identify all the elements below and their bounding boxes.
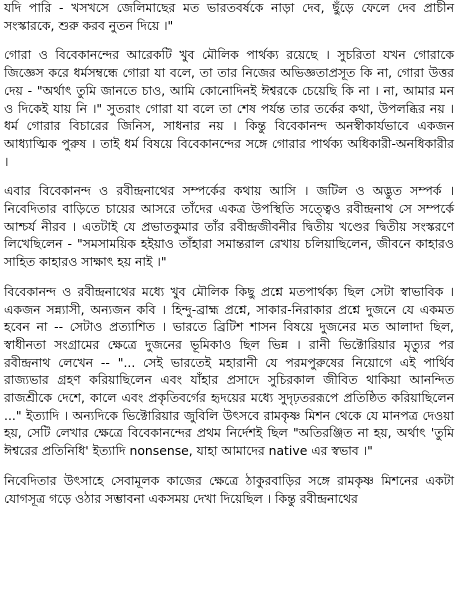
paragraph-differences-of-opinion: বিবেকানন্দ ও রবীন্দ্রনাথের মধ্যে খুব মৌলিক কিছু প্রশ্নে মতপার্থক্য ছিল সেটা স্বাভাবিক । একজন সন্ন্যাসী, অন্যজন কবি । হিন্দু-ব্রাহ্ম প্রশ্নে, সাকার-নিরাকার প্রশ্নে দুজনে যে একমত হবেন না -- সেটাও প্রত্যাশিত । ভারতে ব্রিটিশ শাসন বিষয়ে দুজনের মত আলাদা ছিল, স্বাধীনতা সংগ্রামের ক্ষেত্রে দুজনের ভূমিকাও ছিল ভিন্ন । রানী ভিক্টোরিয়ার মৃত্যুর পর রবীন্দ্রনাথ লেখেন -- "... সেই ভারতেই মহারানী যে পরমপুরুষের নিয়োগে এই পার্থিব রাজ্যভার গ্রহণ করিয়াছিলেন এবং যাঁহার প্রসাদে সুচিরকাল জীবিত থাকিয়া আনন্দিত রাজশ্রীকে দেশে, কালে এবং প্রকৃতিবর্গের হৃদয়ের মধ্যে সুদৃঢ়তররূপে প্রতিষ্ঠিত করিয়াছিলেন ..." ইত্যাদি । অন্যদিকে ভিক্টোরিয়ার জুবিলি উৎসবে রামকৃষ্ণ মিশন থেকে যে মানপত্র দেওয়া হয়, সেটি লেখার ক্ষেত্রে বিবেকানন্দের প্রথম নির্দেশই ছিল "অতিরঞ্জিত না হয়, অর্থাৎ 'তুমি ঈশ্বরের প্রতিনিধি' ইত্যাদি nonsense, যাহা আমাদের native এর স্বভাব ।" — [4, 283, 454, 459]
paragraph-nivedita-mission: নিবেদিতার উৎসাহে সেবামূলক কাজের ক্ষেত্রে ঠাকুরবাড়ির সঙ্গে রামকৃষ্ণ মিশনের একটা যোগসূত্র গড়ে ওঠার সম্ভাবনা একসময় দেখা দিয়েছিল । কিন্তু রবীন্দ্রনাথের — [4, 472, 454, 506]
paragraph-vivekananda-rabindranath-relation: এবার বিবেকানন্দ ও রবীন্দ্রনাথের সম্পর্কের কথায় আসি । জটিল ও অদ্ভুত সম্পর্ক । নিবেদিতার বাড়িতে চায়ের আসরে তাঁদের একত্র উপস্থিতি সত্ত্বেও রবীন্দ্রনাথ সে সম্পর্কে আশ্চর্য নীরব । এতটাই যে প্রভাতকুমার তাঁর রবীন্দ্রজীবনীর দ্বিতীয় খণ্ডের দ্বিতীয় সংস্করণে লিখেছিলেন - "সমসাময়িক হইয়াও তাঁহারা সমান্তরাল রেখায় চলিয়াছিলেন, জীবনে কাহারও সাহিত কাহারও সাক্ষাৎ হয় নাই ।" — [4, 183, 454, 270]
paragraph-intro-quote-end: যদি পারি - খসখসে জেলিমাছের মত ভারতবর্ষকে নাড়া দেব, ছুঁড়ে ফেলে দেব প্রাচীন সংস্কারকে, শুরু করব নুতন দিয়ে ।" — [4, 0, 454, 33]
paragraph-gora-vivekananda-difference: গোরা ও বিবেকানন্দের আরেকটি খুব মৌলিক পার্থক্য রয়েছে । সুচরিতা যখন গোরাকে জিজ্ঞেস করে ধর্মসম্বন্ধে গোরা যা বলে, তা তার নিজের অভিজ্ঞতাপ্রসূত কি না, গোরা উত্তর দেয় - "অর্থাৎ তুমি জানতে চাও, আমি কোনোদিনই ঈশ্বরকে চেয়েছি কি না । না, আমার মন ও দিকেই যায় নি ।" সুতরাং গোরা যা বলে তা শেষ পর্যন্ত তার তর্কের কথা, উপলব্ধির নয় । ধর্ম গোরার বিচারের জিনিস, সাধনার নয় । কিন্তু বিবেকানন্দ অনস্বীকার্যভাবে একজন আধ্যাত্মিক পুরুষ । তাই ধর্ম বিষয়ে বিবেকানন্দের সঙ্গে গোরার পার্থক্য অধিকারী-অনধিকারীর । — [4, 47, 454, 169]
